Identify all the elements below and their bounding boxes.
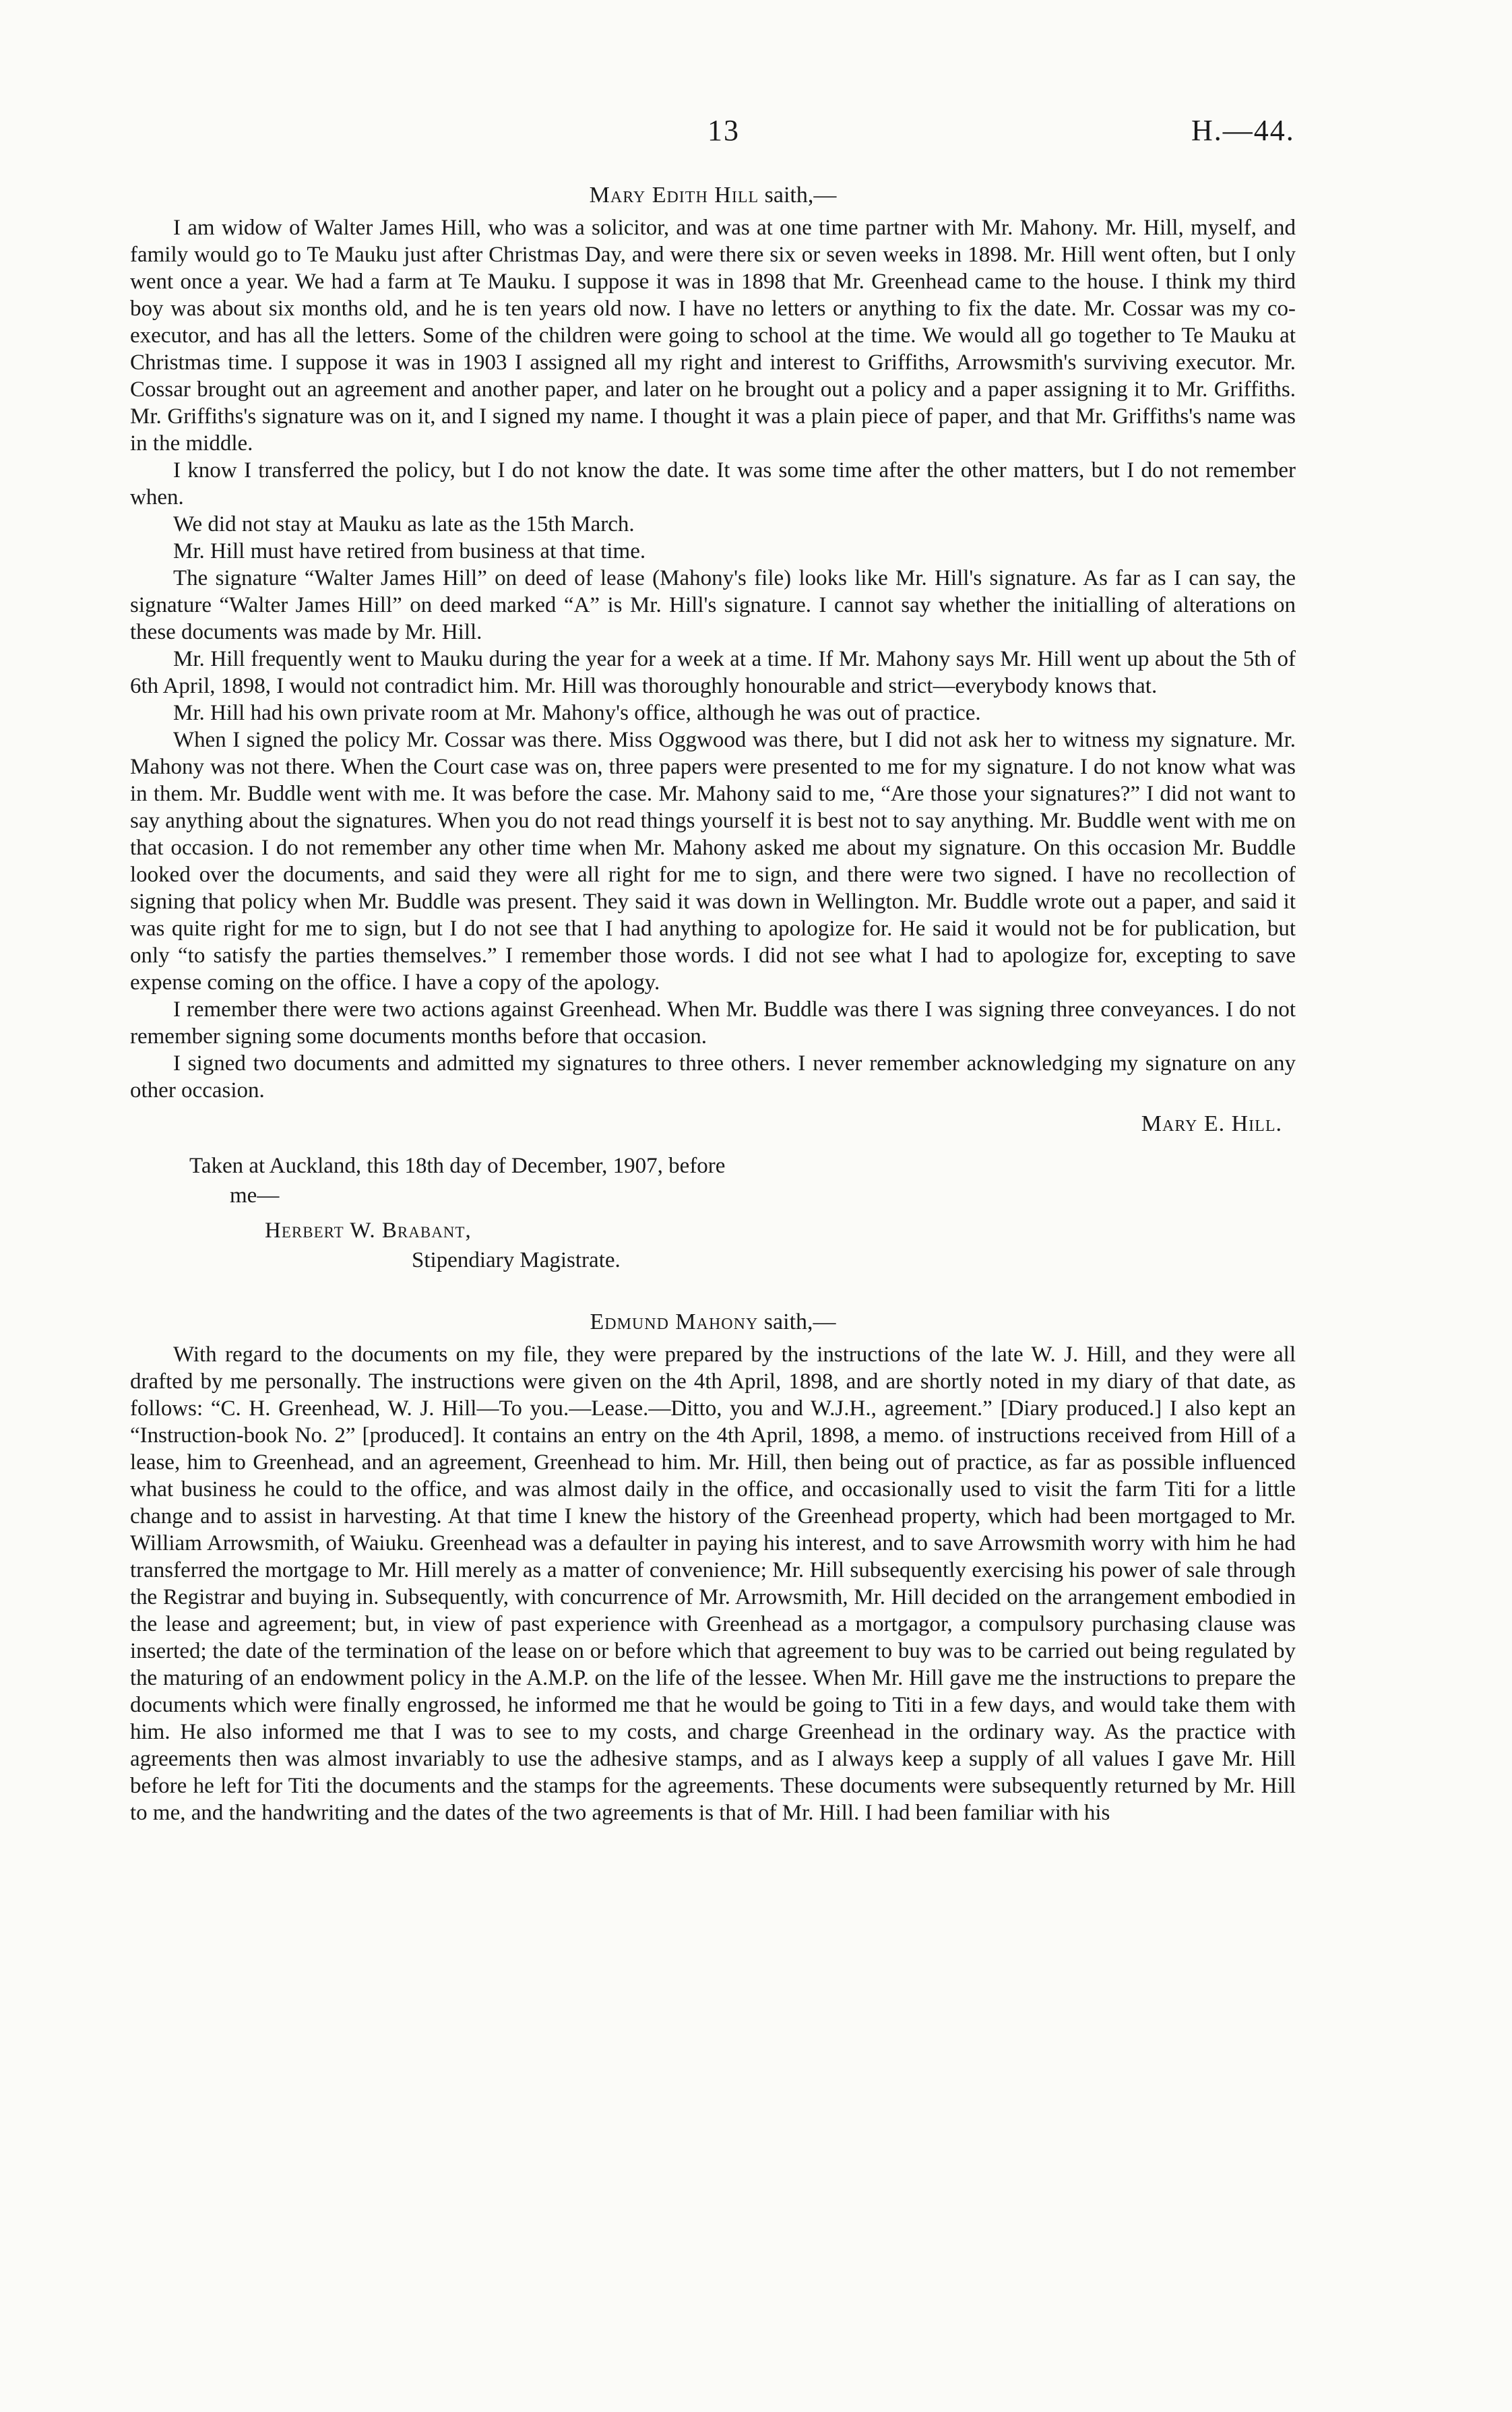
paragraph: Mr. Hill had his own private room at Mr. Mahony's office, although he was out of practice. xyxy=(173,701,981,725)
magistrate-block xyxy=(265,1216,1296,1275)
paragraph: I know I transferred the policy, but I do not know the date. It was some time after the other matters, but I do not remember when. xyxy=(130,458,1296,509)
paragraph: I am widow of Walter James Hill, who was a solicitor, and was at one time partner with Mr. Mahony. Mr. Hill, myself, and family would go to Te Mauku just after Christmas Day, and were there six or seven weeks in 1898. Mr. Hill went often, but I only went once a year. We had a farm at Te Mauku. I suppose it was in 1898 that Mr. Greenhead came to the house. I think my third boy was about six months old, and he is ten years old now. I have no letters or anything to fix the date. Mr. Cossar was my co-executor, and has all the letters. Some of the children were going to school at the time. We would all go together to Te Mauku at Christmas time. I suppose it was in 1903 I assigned all my right and interest to Griffiths, Arrowsmith's surviving executor. Mr. Cossar brought out an agreement and another paper, and later on he brought out a policy and a paper assigning it to Mr. Griffiths. Mr. Griffiths's signature was on it, and I signed my name. I thought it was a plain piece of paper, and that Mr. Griffiths's name was in the middle. xyxy=(130,216,1296,456)
paragraph: We did not stay at Mauku as late as the 15th March. xyxy=(173,512,635,536)
magistrate-name: Herbert W. Brabant, xyxy=(265,1218,472,1243)
section-heading-mary-hill xyxy=(130,181,1296,210)
paragraph: I remember there were two actions against Greenhead. When Mr. Buddle was there I was signing three conveyances. I do not remember signing some documents months before that occasion. xyxy=(130,997,1296,1049)
witness-name: Edmund Mahony xyxy=(590,1309,759,1334)
section-heading-edmund-mahony xyxy=(130,1307,1296,1337)
witness-signature: Mary E. Hill. xyxy=(1141,1111,1282,1136)
heading-suffix: saith,— xyxy=(758,1309,836,1334)
paragraph: When I signed the policy Mr. Cossar was there. Miss Oggwood was there, but I did not ask her to witness my signature. Mr. Mahony was not there. When the Court case was on, three papers were presented to me for my signature. I do not know what was in them. Mr. Buddle went with me. It was before the case. Mr. Mahony said to me, “Are those your signatures?” I did not want to say anything about the signatures. When you do not read things yourself it is best not to say anything. Mr. Buddle went with me on that occasion. I do not remember any other time when Mr. Mahony asked me about my signature. On this occasion Mr. Buddle looked over the documents, and said they were all right for me to sign, and there were two signed. I have no recollection of signing that policy when Mr. Buddle was present. They said it was down in Wellington. Mr. Buddle wrote out a paper, and said it was quite right for me to sign, but I do not see that I had anything to apologize for. He said it would not be for publication, but only “to satisfy the parties themselves.” I remember those words. I did not see what I had to apologize for, excepting to save expense coming on the office. I have a copy of the apology. xyxy=(130,728,1296,995)
testimony-edmund-mahony xyxy=(130,1341,1296,1826)
paragraph: The signature “Walter James Hill” on deed of lease (Mahony's file) looks like Mr. Hill's signature. As far as I can say, the signature “Walter James Hill” on deed marked “A” is Mr. Hill's signature. I cannot say whether the initialling of alterations on these documents was made by Mr. Hill. xyxy=(130,566,1296,644)
paragraph: Mr. Hill frequently went to Mauku during the year for a week at a time. If Mr. Mahony says Mr. Hill went up about the 5th of 6th April, 1898, I would not contradict him. Mr. Hill was thoroughly honourable and strict—everybody knows that. xyxy=(130,647,1296,698)
section-spacer xyxy=(130,1275,1296,1307)
witness-name: Mary Edith Hill xyxy=(589,183,759,208)
page-number: 13 xyxy=(707,114,740,147)
paragraph: I signed two documents and admitted my signatures to three others. I never remember acknowledging my signature on any other occasion. xyxy=(130,1051,1296,1103)
taken-before-line xyxy=(189,1151,1065,1210)
paragraph: With regard to the documents on my file, they were prepared by the instructions of the late W. J. Hill, and they were all drafted by me personally. The instructions were given on the 4th April, 1898, and are shortly noted in my diary of that date, as follows: “C. H. Greenhead, W. J. Hill—To you.—Lease.—Ditto, you and W.J.H., agreement.” [Diary produced.] I also kept an “Instruction-book No. 2” [produced]. It contains an entry on the 4th April, 1898, a memo. of instructions received from Hill of a lease, him to Greenhead, and an agreement, Greenhead to him. Mr. Hill, then being out of practice, as far as possible influenced what business he could to the office, and was almost daily in the office, and occasionally used to visit the farm Titi for a little change and to assist in harvesting. At that time I knew the history of the Greenhead property, which had been mortgaged to Mr. William Arrowsmith, of Waiuku. Greenhead was a defaulter in paying his interest, and to save Arrowsmith worry with him he had transferred the mortgage to Mr. Hill merely as a matter of convenience; Mr. Hill subsequently exercising his power of sale through the Registrar and buying in. Subsequently, with concurrence of Mr. Arrowsmith, Mr. Hill decided on the arrangement embodied in the lease and agreement; but, in view of past experience with Greenhead as a mortgagor, a compulsory purchasing clause was inserted; the date of the termination of the lease on or before which that agreement to buy was to be carried out being regulated by the maturing of an endowment policy in the A.M.P. on the life of the lessee. When Mr. Hill gave me the instructions to prepare the documents which were finally engrossed, he informed me that he would be going to Titi in a few days, and would take them with him. He also informed me that I was to see to my costs, and charge Greenhead in the ordinary way. As the practice with agreements then was almost invariably to use the adhesive stamps, and as I always keep a supply of all values I gave Mr. Hill before he left for Titi the documents and the stamps for the agreements. These documents were subsequently returned by Mr. Hill to me, and the handwriting and the dates of the two agreements is that of Mr. Hill. I had been familiar with his xyxy=(130,1342,1296,1825)
taken-text: Taken at Auckland, this 18th day of December, 1907, before xyxy=(189,1154,726,1178)
paragraph: Mr. Hill must have retired from business at that time. xyxy=(173,539,646,563)
heading-suffix: saith,— xyxy=(759,183,837,208)
document-body xyxy=(130,181,1296,1826)
testimony-mary-hill xyxy=(130,214,1296,1104)
taken-me: me— xyxy=(230,1183,280,1208)
page-header xyxy=(0,113,1512,154)
series-code: H.—44. xyxy=(1191,114,1295,147)
magistrate-title: Stipendiary Magistrate. xyxy=(412,1248,621,1272)
